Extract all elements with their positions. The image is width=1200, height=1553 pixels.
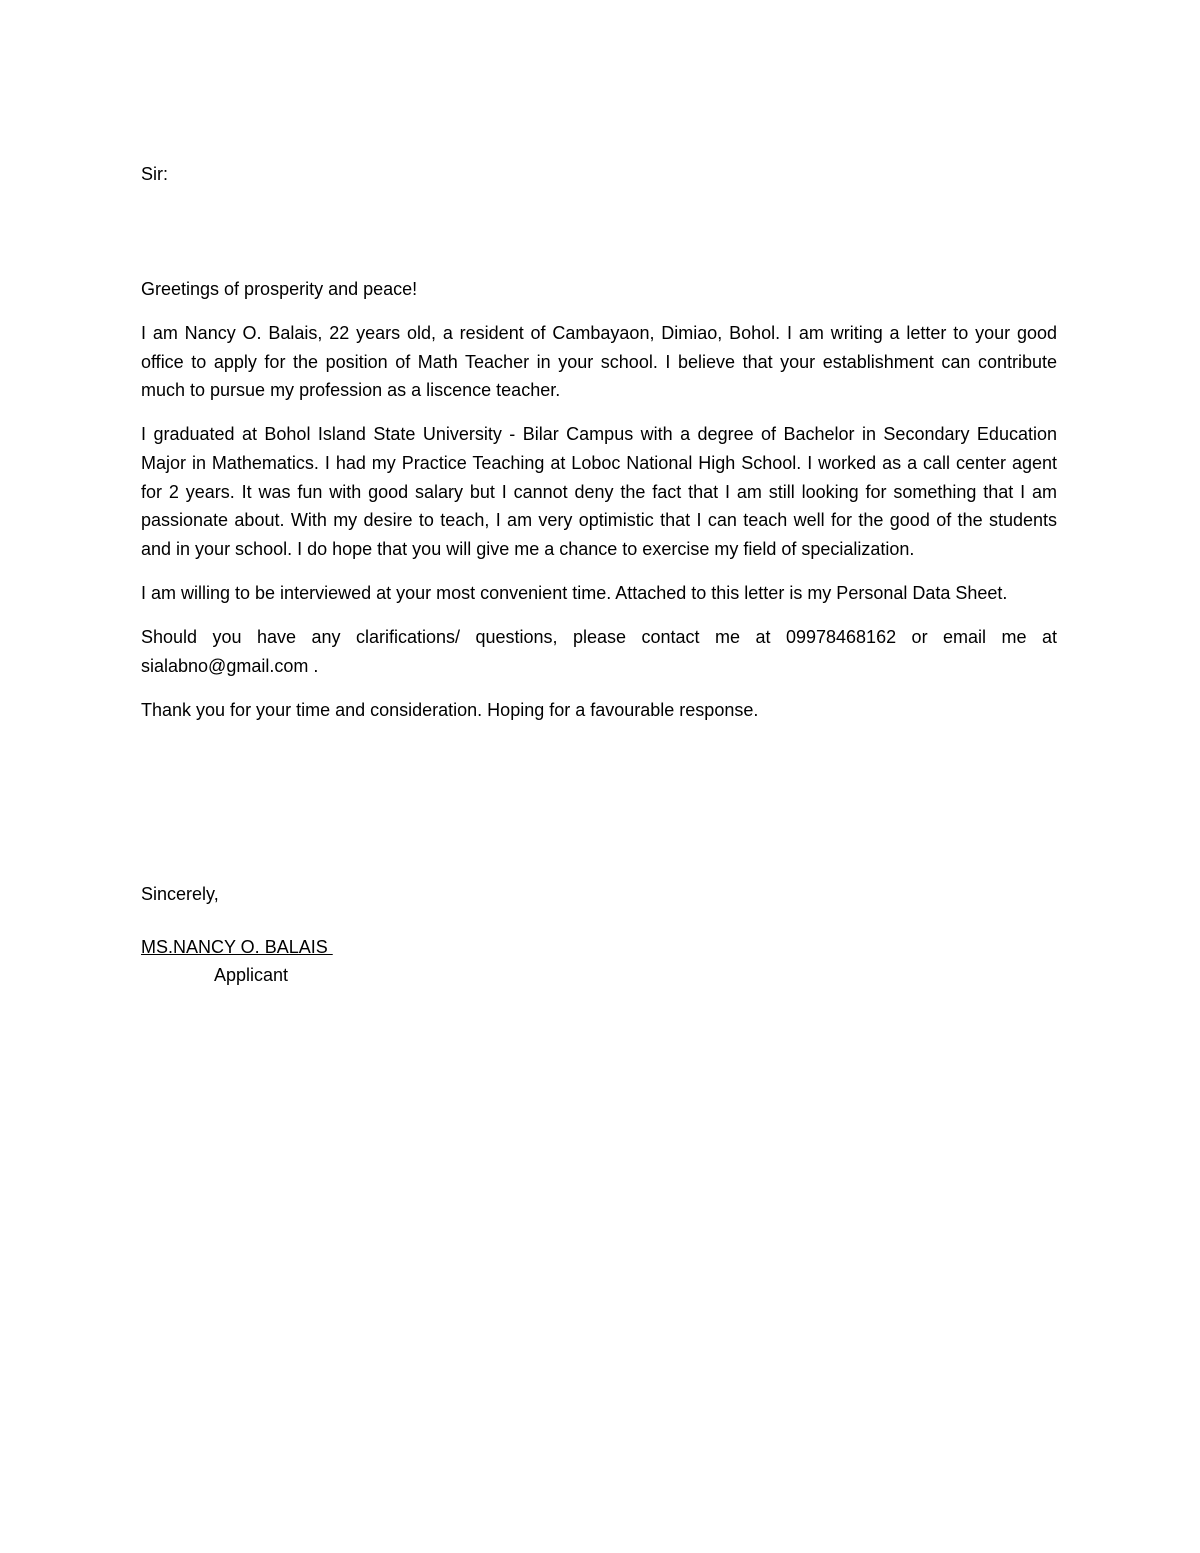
paragraph-interview: I am willing to be interviewed at your most convenient time. Attached to this letter is my Personal Data Sheet.: [141, 582, 1008, 603]
closing-line: Sincerely,: [141, 884, 219, 904]
paragraph-introduction: I am Nancy O. Balais, 22 years old, a resident of Cambayaon, Dimiao, Bohol. I am writing a letter to your good office to apply for the position of Math Teacher in your school. I believe that your establishment can contribute much to pursue my profession as a liscence teacher.: [141, 323, 1057, 401]
signature-name: MS.NANCY O. BALAIS: [141, 937, 333, 957]
thanks-line: Thank you for your time and consideration. Hoping for a favourable response.: [141, 699, 759, 720]
signature-title: Applicant: [214, 965, 289, 985]
salutation: Sir:: [141, 164, 168, 184]
letter-content: [141, 275, 1057, 740]
paragraph-background: I graduated at Bohol Island State University - Bilar Campus with a degree of Bachelor in Secondary Education Major in Mathematics. I had my Practice Teaching at Loboc National High School. I worked as a call center agent for 2 years. It was fun with good salary but I cannot deny the fact that I am still looking for something that I am passionate about. With my desire to teach, I am very optimistic that I can teach well for the good of the students and in your school. I do hope that you will give me a chance to exercise my field of specialization.: [141, 424, 1057, 559]
greeting-line: Greetings of prosperity and peace!: [141, 279, 418, 299]
signature-block: [141, 880, 1057, 985]
paragraph-contact: Should you have any clarifications/ questions, please contact me at 09978468162 or email me at sialabno@gmail.com .: [141, 626, 1057, 676]
